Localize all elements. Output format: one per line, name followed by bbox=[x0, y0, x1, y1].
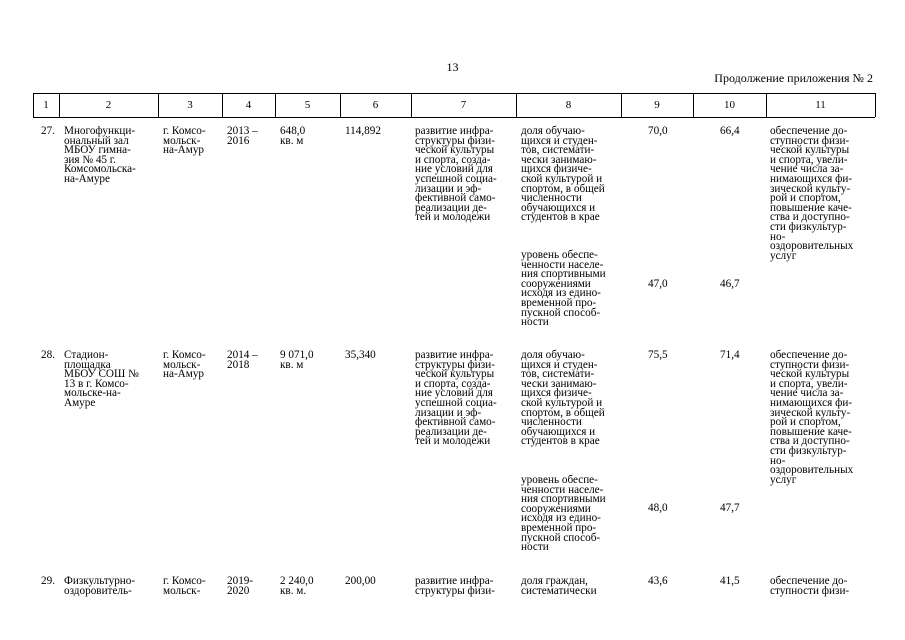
column-header-9: 9 bbox=[654, 99, 660, 111]
indicator-value-col9: 47,0 bbox=[648, 278, 668, 290]
expected-result: обеспечение до- ступности физи- ческой культуры и спорта, увели- чение числа за- нимающихся фи- зической культу- рой и спортом, повышение каче- ства и доступно- сти физкультур- но- оздоровительных услуг bbox=[770, 349, 854, 486]
indicator-value-col9: 75,5 bbox=[648, 349, 668, 361]
indicator-name: уровень обеспе- ченности населе- ния спортивными сооружениями исходя из едино- временной про- пускной способ- ности bbox=[521, 474, 606, 554]
header-bottom-rule bbox=[33, 117, 875, 118]
indicator-value-col10: 41,5 bbox=[720, 575, 740, 587]
object-location: г. Комсо- мольск- bbox=[163, 575, 206, 597]
expected-result: обеспечение до- ступности физи- ческой культуры и спорта, увели- чение числа за- нимающихся фи- зической культу- рой и спортом, повышение каче- ства и доступно- сти физкультур- но- оздоровительных услуг bbox=[770, 125, 854, 262]
column-header-7: 7 bbox=[460, 99, 467, 111]
indicator-name: доля граждан, систематически bbox=[521, 575, 597, 597]
column-header-8: 8 bbox=[565, 99, 572, 111]
object-location: г. Комсо- мольск- на-Амур bbox=[163, 349, 206, 381]
row-number: 29. bbox=[41, 575, 55, 587]
continuation-label: Продолжение приложения № 2 bbox=[714, 71, 873, 85]
column-header-1: 1 bbox=[43, 99, 49, 111]
row-number: 27. bbox=[41, 125, 55, 137]
indicator-value-col10: 46,7 bbox=[720, 278, 740, 290]
header-col-border bbox=[875, 93, 876, 117]
column-header-3: 3 bbox=[187, 99, 193, 111]
object-capacity: 648,0 кв. м bbox=[280, 125, 306, 147]
column-header-10: 10 bbox=[724, 99, 735, 111]
column-header-5: 5 bbox=[304, 99, 311, 111]
object-goal: развитие инфра- структуры физи- ческой культуры и спорта, созда- ние условий для успешной социа- лизации и эф- фективной само- реализации де- тей и молодежи bbox=[415, 349, 497, 448]
column-header-11: 11 bbox=[815, 99, 826, 111]
indicator-name: уровень обеспе- ченности населе- ния спортивными сооружениями исходя из едино- временной про- пускной способ- ности bbox=[521, 249, 606, 329]
indicator-value-col10: 71,4 bbox=[720, 349, 740, 361]
indicator-name: доля обучаю- щихся и студен- тов, системати- чески занимаю- щихся физиче- ской культурой и спортом, в общей численности обучающихся и студентов в крае bbox=[521, 125, 605, 224]
object-cost: 114,892 bbox=[345, 125, 381, 137]
object-location: г. Комсо- мольск- на-Амур bbox=[163, 125, 206, 157]
object-capacity: 2 240,0 кв. м. bbox=[280, 575, 314, 597]
indicator-value-col10: 47,7 bbox=[720, 502, 740, 514]
page-number: 13 bbox=[446, 60, 459, 74]
object-name: Физкультурно- оздоровитель- bbox=[64, 575, 136, 597]
indicator-value-col10: 66,4 bbox=[720, 125, 740, 137]
header-top-rule bbox=[33, 93, 875, 94]
object-goal: развитие инфра- структуры физи- bbox=[415, 575, 495, 597]
column-header-6: 6 bbox=[372, 99, 379, 111]
expected-result: обеспечение до- ступности физи- bbox=[770, 575, 850, 597]
object-goal: развитие инфра- структуры физи- ческой культуры и спорта, созда- ние условий для успешной социа- лизации и эф- фективной само- реализации де- тей и молодежи bbox=[415, 125, 497, 224]
column-header-4: 4 bbox=[245, 99, 252, 111]
construction-years: 2014 – 2018 bbox=[227, 349, 258, 371]
construction-years: 2019- 2020 bbox=[227, 575, 254, 597]
construction-years: 2013 – 2016 bbox=[227, 125, 258, 147]
object-name: Многофункци- ональный зал МБОУ гимна- зия № 45 г. Комсомольска- на-Амуре bbox=[64, 125, 136, 185]
indicator-value-col9: 43,6 bbox=[648, 575, 668, 587]
indicator-value-col9: 70,0 bbox=[648, 125, 668, 137]
object-cost: 35,340 bbox=[345, 349, 376, 361]
object-cost: 200,00 bbox=[345, 575, 376, 587]
row-number: 28. bbox=[41, 349, 55, 361]
column-header-2: 2 bbox=[105, 99, 112, 111]
object-capacity: 9 071,0 кв. м bbox=[280, 349, 314, 371]
object-name: Стадион- площадка МБОУ СОШ № 13 в г. Комсо- мольске-на- Амуре bbox=[64, 349, 139, 409]
indicator-value-col9: 48,0 bbox=[648, 502, 668, 514]
indicator-name: доля обучаю- щихся и студен- тов, системати- чески занимаю- щихся физиче- ской культурой и спортом, в общей численности обучающихся и студентов в крае bbox=[521, 349, 605, 448]
